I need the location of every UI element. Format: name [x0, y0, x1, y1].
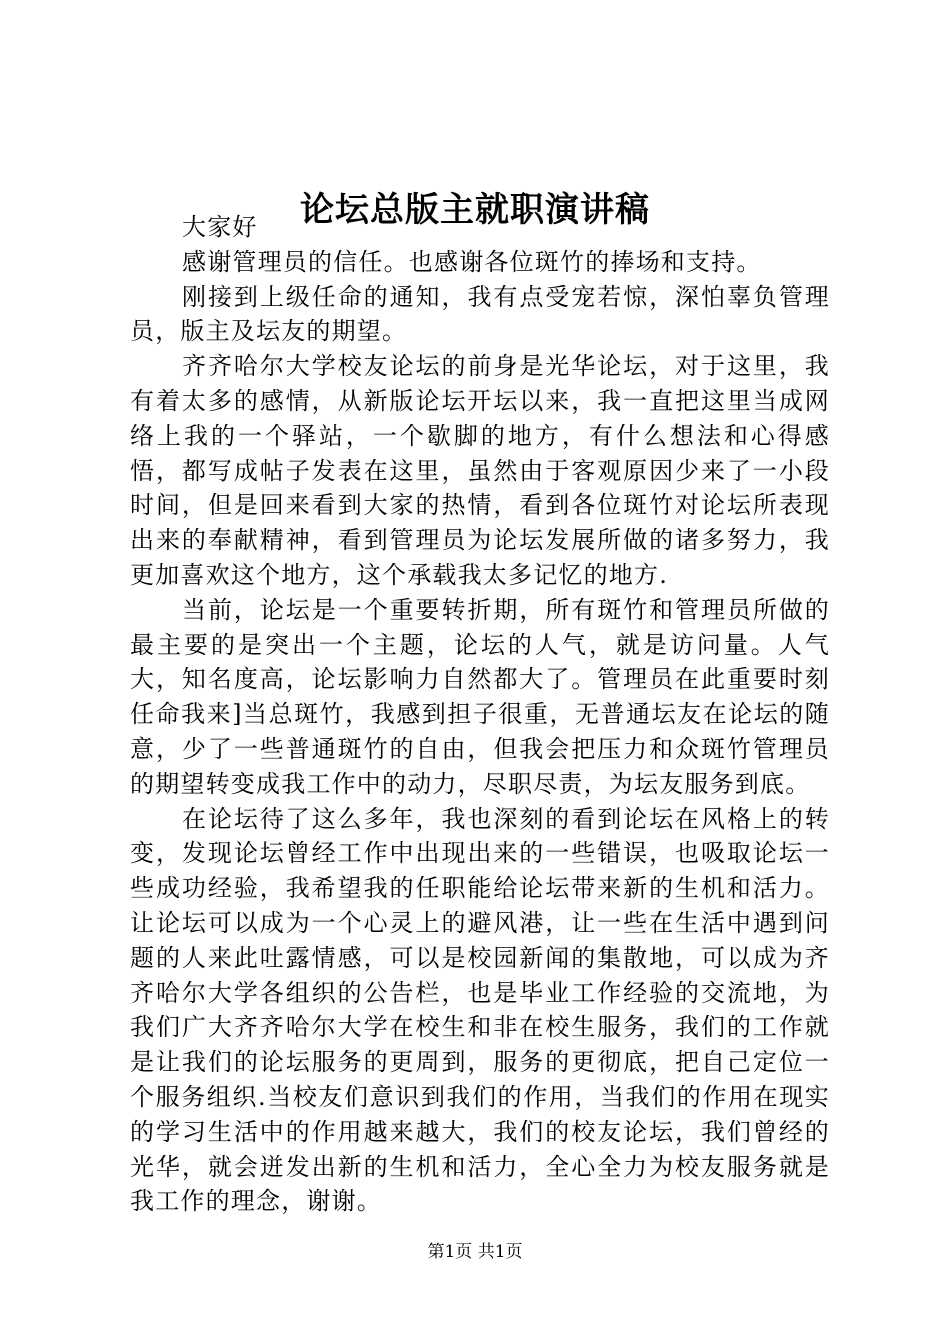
paragraph-current: 当前，论坛是一个重要转折期，所有斑竹和管理员所做的最主要的是突出一个主题，论坛的人气，就是访问量。人气大，知名度高，论坛影响力自然都大了。管理员在此重要时刻任命我来]当总斑竹，我感到担子很重，无普通坛友在论坛的随意，少了一些普通斑竹的自由，但我会把压力和众斑竹管理员的期望转变成我工作中的动力，尽职尽责，为坛友服务到底。 — [130, 595, 830, 798]
paragraph-greeting: 大家好 — [182, 213, 258, 241]
paragraph-vision: 在论坛待了这么多年，我也深刻的看到论坛在风格上的转变，发现论坛曾经工作中出现出来的一些错误，也吸取论坛一些成功经验，我希望我的任职能给论坛带来新的生机和活力。让论坛可以成为一个心灵上的避风港，让一些在生活中遇到问题的人来此吐露情感，可以是校园新闻的集散地，可以成为齐齐哈尔大学各组织的公告栏，也是毕业工作经验的交流地，为我们广大齐齐哈尔大学在校生和非在校生服务，我们的工作就是让我们的论坛服务的更周到，服务的更彻底，把自己定位一个服务组织.当校友们意识到我们的作用，当我们的作用在现实的学习生活中的作用越来越大，我们的校友论坛，我们曾经的光华，就会迸发出新的生机和活力，全心全力为校友服务就是我工作的理念，谢谢。 — [130, 804, 830, 1216]
paragraph-thanks: 感谢管理员的信任。也感谢各位斑竹的捧场和支持。 — [182, 247, 762, 276]
paragraph-appointment: 刚接到上级任命的通知，我有点受宠若惊，深怕辜负管理员，版主及坛友的期望。 — [130, 282, 830, 346]
document-body — [130, 210, 830, 1219]
document-title: 论坛总版主就职演讲稿 — [300, 190, 650, 230]
page-footer: 第1页 共1页 — [427, 1242, 523, 1262]
paragraph-history: 齐齐哈尔大学校友论坛的前身是光华论坛，对于这里，我有着太多的感情，从新版论坛开坛以来，我一直把这里当成网络上我的一个驿站，一个歇脚的地方，有什么想法和心得感悟，都写成帖子发表在这里，虽然由于客观原因少来了一小段时间，但是回来看到大家的热情，看到各位斑竹对论坛所表现出来的奉献精神，看到管理员为论坛发展所做的诸多努力，我更加喜欢这个地方，这个承载我太多记忆的地方. — [130, 352, 830, 589]
